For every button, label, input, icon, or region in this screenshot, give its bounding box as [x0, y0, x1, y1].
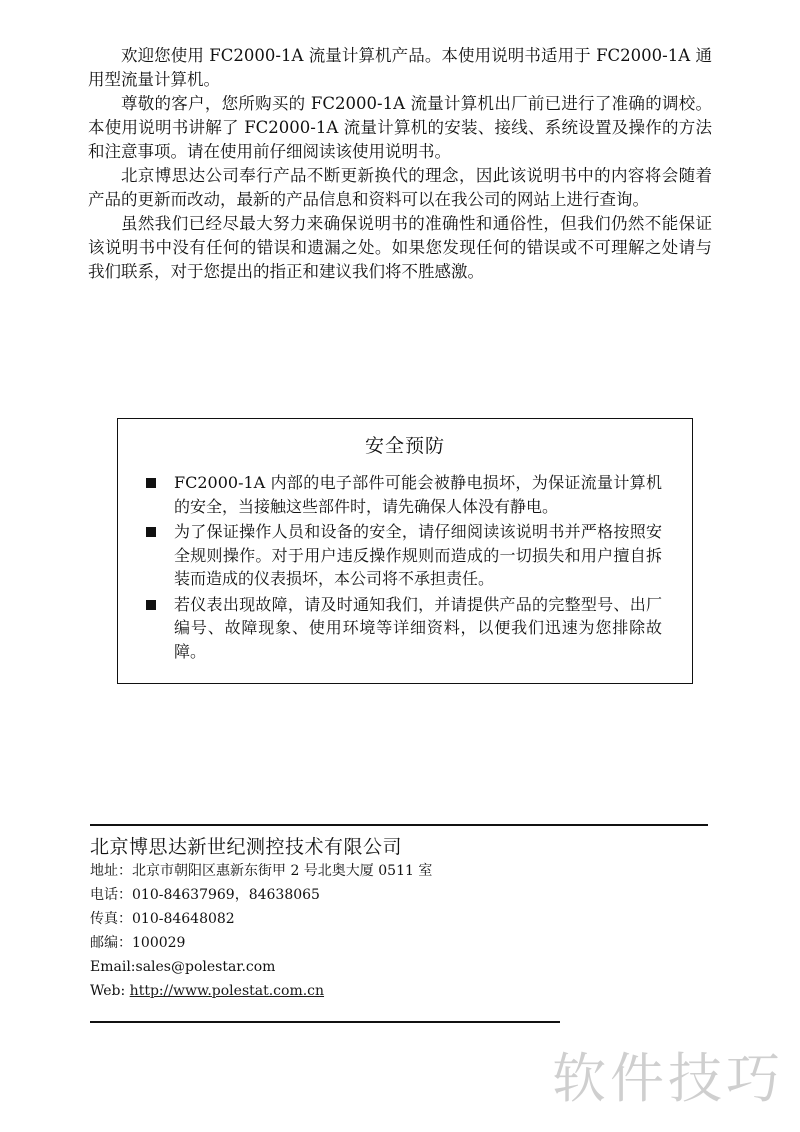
- intro-section: [88, 44, 712, 284]
- safety-item: [142, 471, 662, 518]
- postcode-line: 邮编：100029: [90, 935, 186, 951]
- website-link[interactable]: http://www.polestat.com.cn: [129, 983, 325, 999]
- square-bullet-icon: [146, 478, 156, 488]
- square-bullet-icon: [146, 527, 156, 537]
- intro-paragraph: 欢迎您使用 FC2000-1A 流量计算机产品。本使用说明书适用于 FC2000-1A 通用型流量计算机。: [88, 46, 712, 89]
- email-line: Email:sales@polestar.com: [90, 959, 276, 975]
- intro-paragraph: 尊敬的客户，您所购买的 FC2000-1A 流量计算机出厂前已进行了准确的调校。本使用说明书讲解了 FC2000-1A 流量计算机的安装、接线、系统设置及操作的方法和注意事项。请在使用前仔细阅读该使用说明书。: [88, 94, 712, 161]
- safety-item: [142, 520, 662, 591]
- phone-line: 电话：010-84637969，84638065: [90, 887, 320, 903]
- square-bullet-icon: [146, 600, 156, 610]
- safety-item-text: 为了保证操作人员和设备的安全，请仔细阅读该说明书并严格按照安全规则操作。对于用户违反操作规则而造成的一切损失和用户擅自拆装而造成的仪表损坏，本公司将不承担责任。: [174, 522, 662, 588]
- watermark: 软件技巧: [552, 1047, 784, 1110]
- safety-item-text: FC2000-1A 内部的电子部件可能会被静电损坏，为保证流量计算机的安全，当接触这些部件时，请先确保人体没有静电。: [174, 473, 662, 516]
- fax-line: 传真：010-84648082: [90, 911, 235, 927]
- safety-item: [142, 593, 662, 664]
- company-name: 北京博思达新世纪测控技术有限公司: [90, 836, 403, 858]
- intro-paragraph: 虽然我们已经尽最大努力来确保说明书的准确性和通俗性，但我们仍然不能保证该说明书中没有任何的错误和遗漏之处。如果您发现任何的错误或不可理解之处请与我们联系，对于您提出的指正和建议我们将不胜感激。: [88, 214, 712, 281]
- safety-item-text: 若仪表出现故障，请及时通知我们，并请提供产品的完整型号、出厂编号、故障现象、使用环境等详细资料，以便我们迅速为您排除故障。: [174, 594, 662, 661]
- safety-list: [142, 471, 662, 665]
- footer-top-divider: [90, 824, 708, 826]
- address-line: 地址：北京市朝阳区惠新东街甲 2 号北奥大厦 0511 室: [90, 863, 433, 879]
- safety-title: 安全预防: [364, 435, 445, 457]
- web-line: [90, 982, 324, 1000]
- intro-paragraph: 北京博思达公司奉行产品不断更新换代的理念，因此该说明书中的内容将会随着产品的更新而改动，最新的产品信息和资料可以在我公司的网站上进行查询。: [88, 166, 712, 209]
- safety-notice-box: [117, 418, 693, 684]
- footer-bottom-divider: [90, 1021, 560, 1023]
- web-label: Web:: [90, 983, 130, 999]
